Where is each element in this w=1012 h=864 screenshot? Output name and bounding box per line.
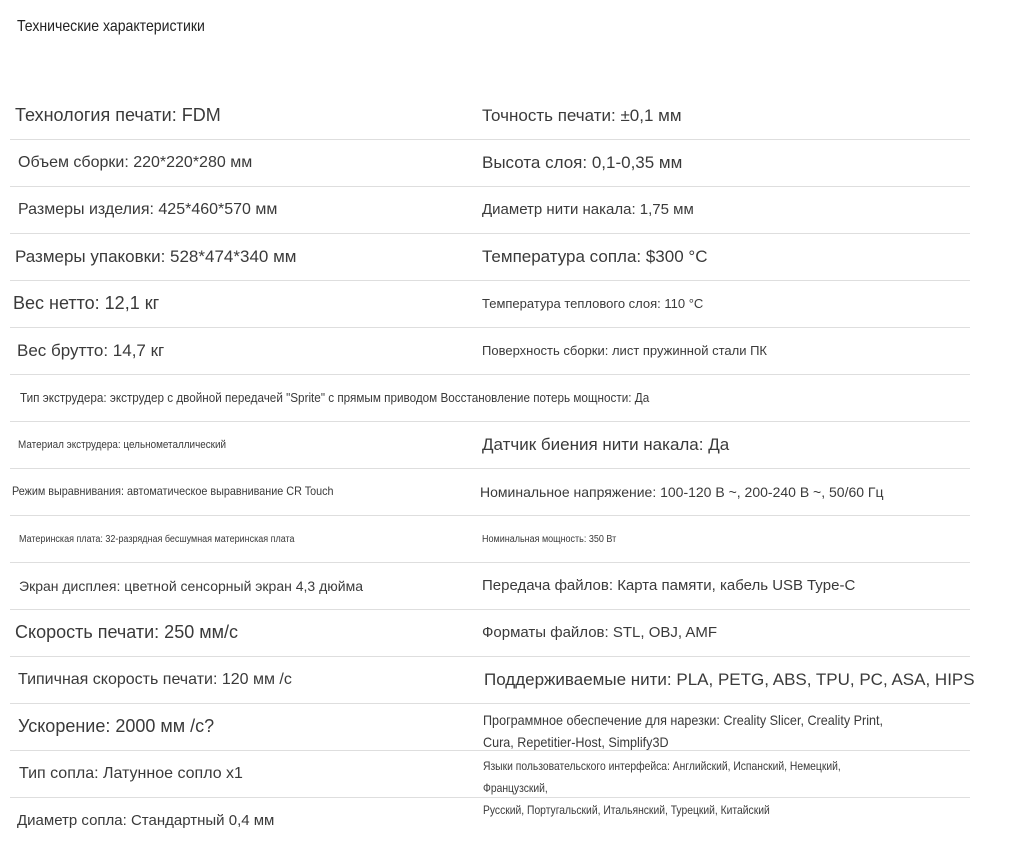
spec-row (10, 187, 970, 234)
spec-filament-diameter: Диаметр нити накала: 1,75 мм (482, 201, 694, 219)
spec-print-accuracy: Точность печати: ±0,1 мм (482, 105, 682, 125)
spec-row (10, 281, 970, 328)
spec-build-volume: Объем сборки: 220*220*280 мм (18, 153, 253, 171)
spec-row (10, 234, 970, 281)
spec-row (10, 751, 970, 817)
spec-print-technology: Технология печати: FDM (15, 105, 221, 126)
spec-layer-height: Высота слоя: 0,1-0,35 мм (482, 152, 683, 172)
spec-file-formats: Форматы файлов: STL, OBJ, AMF (482, 624, 718, 642)
spec-supported-filaments: Поддерживаемые нити: PLA, PETG, ABS, TPU, PC, ASA, HIPS (484, 669, 975, 689)
spec-row (10, 422, 970, 469)
spec-display-screen: Экран дисплея: цветной сенсорный экран 4,3 дюйма (19, 577, 363, 594)
spec-row (10, 328, 970, 375)
ui-languages-line-1: Языки пользовательского интерфейса: Английский, Испанский, Немецкий, Французский, (483, 759, 841, 795)
slicing-software-line-2: Cura, Repetitier-Host, Simplify3D (483, 734, 669, 750)
slicing-software-line-1: Программное обеспечение для нарезки: Creality Slicer, Creality Print, (483, 712, 884, 728)
spec-build-surface: Поверхность сборки: лист пружинной стали ПК (482, 342, 767, 358)
spec-nozzle-type: Тип сопла: Латунное сопло x1 (19, 764, 243, 782)
spec-leveling-mode: Режим выравнивания: автоматическое выравнивание CR Touch (12, 484, 334, 499)
spec-bed-temperature: Температура теплового слоя: 110 °C (482, 295, 704, 311)
spec-extruder-material: Материал экструдера: цельнометаллический (18, 438, 227, 451)
spec-rated-power: Номинальная мощность: 350 Вт (482, 533, 617, 545)
spec-typical-print-speed: Типичная скорость печати: 120 мм /с (18, 670, 292, 688)
spec-row (10, 93, 970, 140)
spec-row (10, 657, 975, 704)
spec-row (10, 610, 970, 657)
spec-row (10, 704, 970, 751)
spec-nozzle-temperature: Температура сопла: $300 °C (482, 246, 708, 266)
spec-package-dimensions: Размеры упаковки: 528*474*340 мм (15, 246, 297, 266)
spec-rated-voltage: Номинальное напряжение: 100-120 В ~, 200-240 В ~, 50/60 Гц (480, 483, 884, 500)
spec-filament-runout-sensor: Датчик биения нити накала: Да (482, 434, 730, 454)
spec-nozzle-diameter: Диаметр сопла: Стандартный 0,4 мм (17, 812, 275, 830)
spec-motherboard: Материнская плата: 32-разрядная бесшумная материнская плата (19, 533, 295, 545)
page-title: Технические характеристики (17, 18, 205, 35)
spec-extruder-type: Тип экструдера: экструдер с двойной передачей "Sprite" с прямым приводом Восстановление потерь мощности: Да (20, 389, 650, 405)
spec-row (10, 516, 970, 563)
spec-acceleration: Ускорение: 2000 мм /с? (18, 716, 215, 737)
spec-row (10, 798, 970, 845)
spec-slicing-software (483, 704, 883, 753)
spec-gross-weight: Вес брутто: 14,7 кг (17, 340, 165, 360)
spec-row (10, 140, 970, 187)
spec-file-transfer: Передача файлов: Карта памяти, кабель USB Type-C (482, 577, 856, 595)
ui-languages-line-2: Русский, Португальский, Итальянский, Турецкий, Китайский (483, 803, 770, 817)
spec-row (10, 469, 970, 516)
spec-row (10, 563, 970, 610)
spec-print-speed: Скорость печати: 250 мм/с (15, 622, 238, 643)
spec-product-dimensions: Размеры изделия: 425*460*570 мм (18, 200, 278, 218)
spec-row (10, 375, 970, 422)
spec-table (10, 93, 975, 845)
spec-net-weight: Вес нетто: 12,1 кг (13, 293, 160, 314)
